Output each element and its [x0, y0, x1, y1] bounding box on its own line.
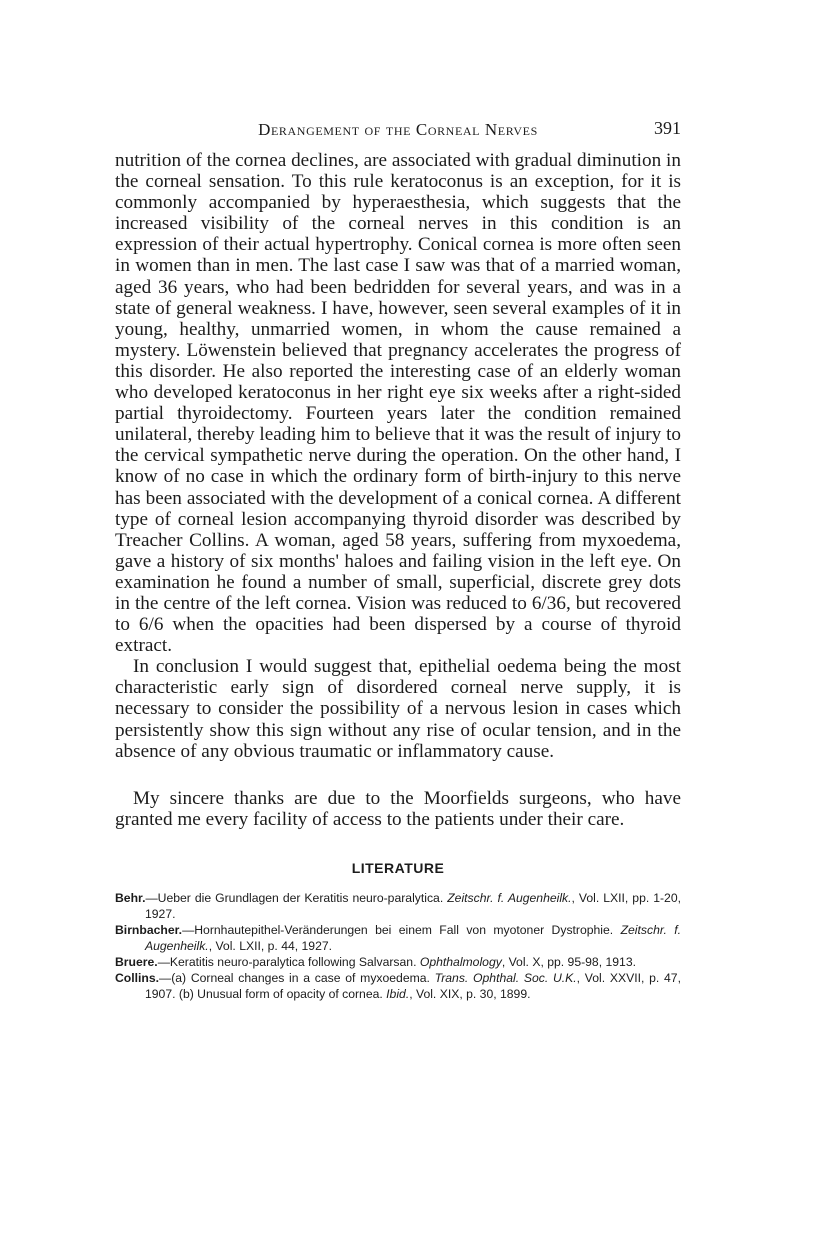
reference-author: Bruere. [115, 954, 158, 969]
reference-item [115, 970, 681, 1002]
reference-author: Birnbacher. [115, 922, 183, 937]
reference-details: , Vol. XXVII, p. 47, 1907. (b) Unusual form of opacity of cornea. [145, 970, 681, 1001]
reference-details: , Vol. LXII, p. 44, 1927. [208, 938, 333, 953]
reference-text: —Ueber die Grundlagen der Keratitis neuro-paralytica. [145, 890, 444, 905]
reference-text: —(a) Corneal changes in a case of myxoedema. [159, 970, 430, 985]
acknowledgement-paragraph: My sincere thanks are due to the Moorfields surgeons, who have granted me every facility of access to the patients under their care. [115, 787, 681, 830]
reference-text: —Hornhautepithel-Veränderungen bei einem Fall von myotoner Dystrophie. [182, 922, 614, 937]
reference-details: , Vol. XIX, p. 30, 1899. [409, 986, 531, 1001]
reference-journal: Zeitschr. f. Augenheilk. [447, 890, 572, 905]
reference-details: , Vol. X, pp. 95-98, 1913. [501, 954, 636, 969]
body-paragraph-1: nutrition of the cornea declines, are associated with gradual diminution in the corneal sensation. To this rule keratoconus is an exception, for it is commonly accompanied by hyperaesthesia, which suggests that the increased visibility of the corneal nerves in this condition is an expression of their actual hypertrophy. Conical cornea is more often seen in women than in men. The last case I saw was that of a married woman, aged 36 years, who had been bedridden for several years, and was in a state of general weakness. I have, however, seen several examples of it in young, healthy, unmarried women, in whom the cause remained a mystery. Löwenstein believed that pregnancy accelerates the progress of this disorder. He also reported the interesting case of an elderly woman who developed keratoconus in her right eye six weeks after a right-sided partial thyroidectomy. Fourteen years later the condition remained unilateral, thereby leading him to believe that it was the result of injury to the cervical sympathetic nerve during the operation. On the other hand, I know of no case in which the ordinary form of birth-injury to this nerve has been associated with the development of a conical cornea. A different type of corneal lesion accompanying thyroid disorder was described by Treacher Collins. A woman, aged 58 years, suffering from myxoedema, gave a history of six months' haloes and failing vision in the left eye. On examination he found a number of small, superficial, discrete grey dots in the centre of the left cornea. Vision was reduced to 6/36, but recovered to 6/6 when the opacities had been dispersed by a course of thyroid extract. [115, 150, 681, 657]
reference-journal: Trans. Ophthal. Soc. U.K. [434, 970, 577, 985]
page [115, 112, 681, 1002]
reference-journal: Zeitschr. f. Augenheilk. [145, 922, 682, 953]
literature-heading: LITERATURE [351, 859, 445, 876]
reference-author: Behr. [115, 890, 146, 905]
reference-list [115, 890, 681, 1002]
running-head [115, 112, 681, 142]
reference-author: Collins. [115, 970, 160, 985]
reference-journal: Ibid. [386, 986, 410, 1001]
body-paragraph-2: In conclusion I would suggest that, epithelial oedema being the most characteristic early sign of disordered corneal nerve supply, it is necessary to consider the possibility of a nervous lesion in cases which persistently show this sign without any rise of ocular tension, and in the absence of any obvious traumatic or inflammatory cause. [115, 656, 681, 762]
reference-journal: Ophthalmology [419, 954, 502, 969]
page-number: 391 [654, 118, 681, 138]
reference-item [115, 922, 681, 954]
running-title: Derangement of the Corneal Nerves [258, 120, 538, 139]
reference-item [115, 890, 681, 922]
reference-text: —Keratitis neuro-paralytica following Salvarsan. [157, 954, 417, 969]
reference-details: , Vol. LXII, pp. 1-20, 1927. [145, 890, 682, 921]
reference-item [115, 954, 681, 970]
